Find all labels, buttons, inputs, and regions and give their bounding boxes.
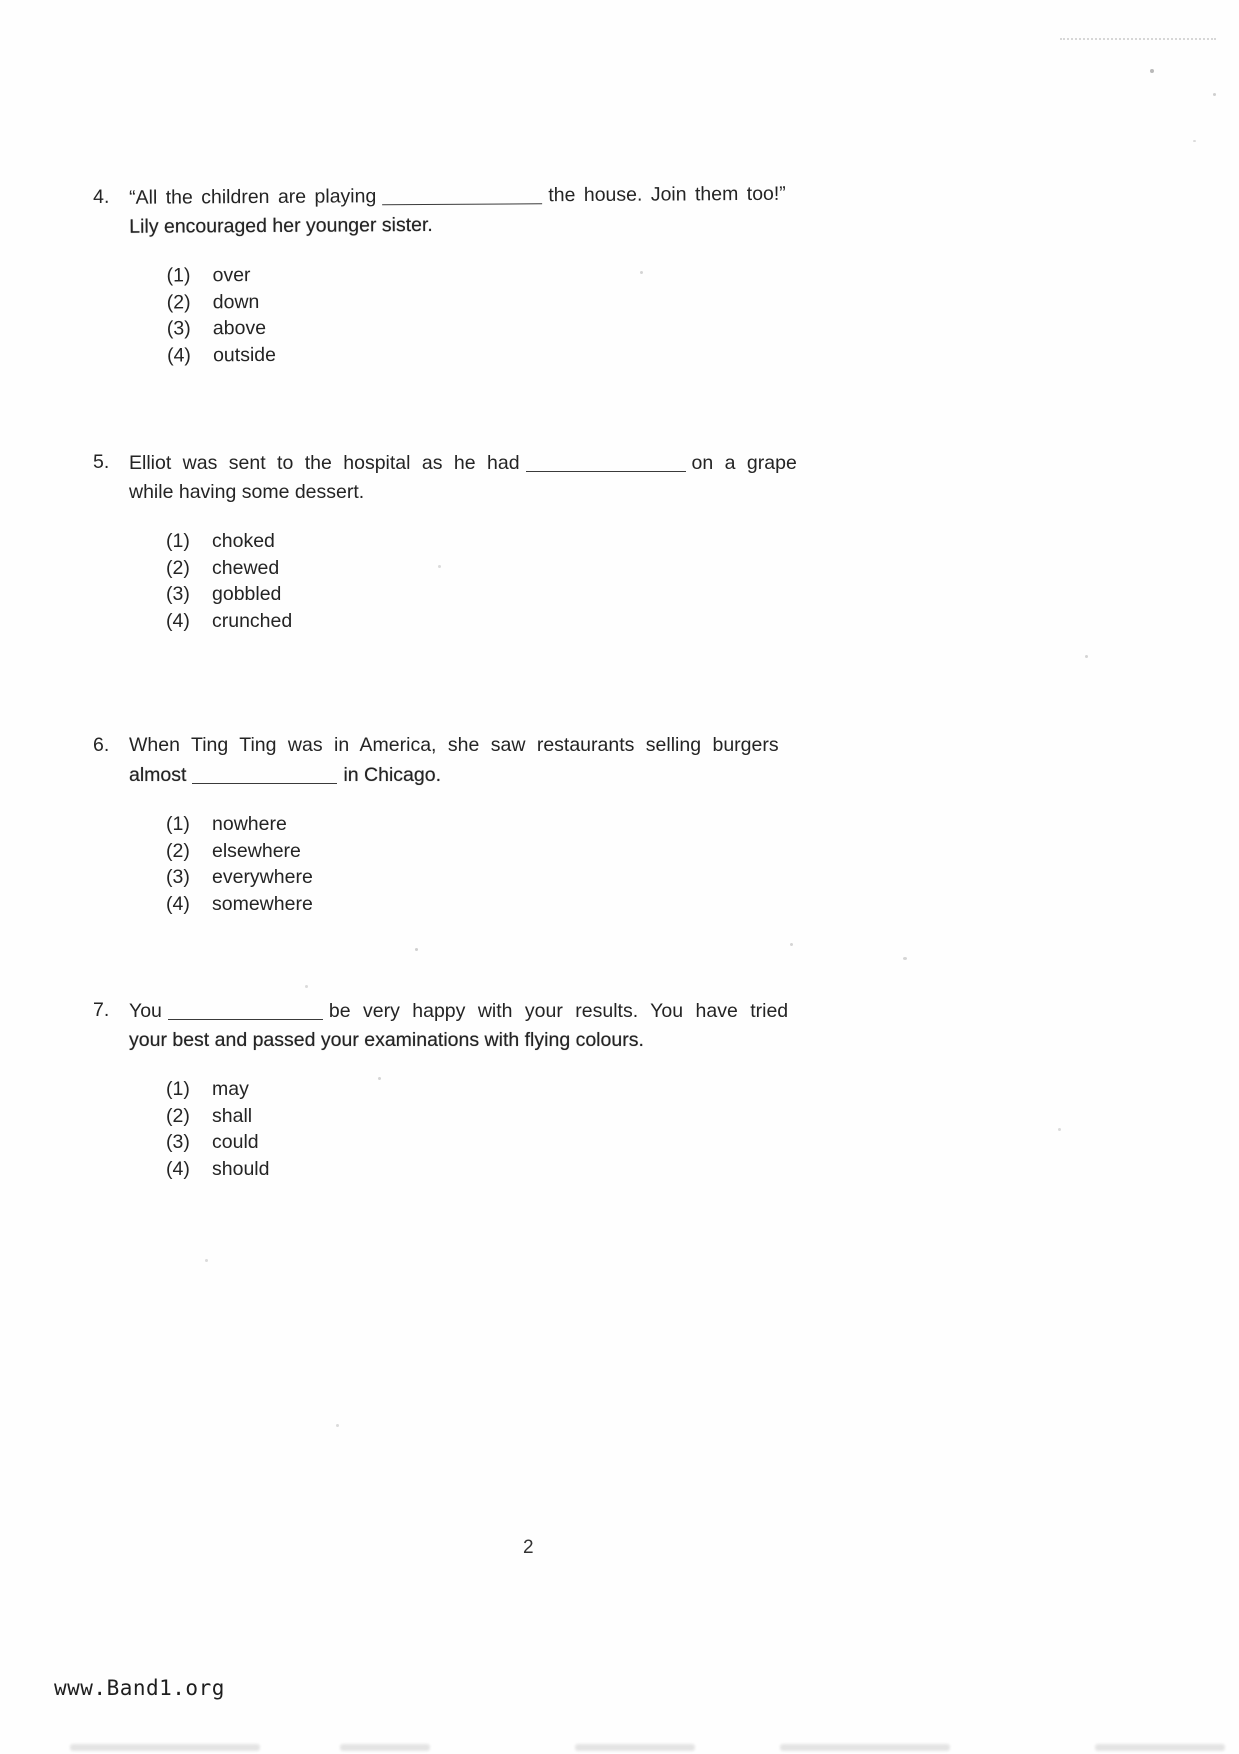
option-row — [166, 891, 903, 918]
scan-speck — [1193, 140, 1196, 142]
option-row — [166, 528, 903, 555]
option-label: (1) — [166, 530, 190, 552]
scan-speck — [903, 957, 907, 960]
scan-speck — [1213, 93, 1216, 96]
option-row — [166, 1129, 903, 1156]
options-list — [166, 528, 903, 635]
option-text: should — [212, 1158, 270, 1181]
scan-speck — [640, 271, 643, 274]
scan-speck — [336, 1424, 339, 1427]
question-5 — [93, 448, 903, 635]
option-text: may — [212, 1078, 249, 1100]
question-stem-line1 — [129, 178, 903, 213]
option-label: (1) — [166, 813, 190, 835]
option-text: above — [212, 317, 267, 340]
option-row — [166, 1076, 903, 1103]
option-text: shall — [212, 1104, 253, 1127]
answer-blank — [526, 451, 686, 472]
option-label: (3) — [166, 1131, 190, 1154]
option-label: (3) — [166, 317, 191, 340]
question-4 — [93, 178, 904, 370]
option-row — [166, 864, 903, 891]
smudge-mark — [780, 1744, 950, 1751]
option-label: (4) — [166, 893, 190, 916]
answer-blank — [168, 999, 323, 1020]
option-label: (2) — [166, 291, 191, 314]
scan-speck — [378, 1077, 381, 1080]
footer-url: www.Band1.org — [54, 1676, 225, 1700]
scan-speck — [790, 943, 793, 946]
options-list — [166, 811, 903, 918]
option-text: somewhere — [212, 893, 313, 916]
option-text: everywhere — [212, 866, 313, 889]
option-text: elsewhere — [212, 839, 301, 862]
question-stem-line1: When Ting Ting was in America, she saw restaurants selling burgers — [129, 734, 779, 756]
question-stem-line2: Lily encouraged her younger sister. — [129, 213, 433, 238]
question-stem-line2 — [129, 760, 903, 790]
scan-speck — [415, 948, 418, 951]
scan-speck — [1085, 655, 1088, 658]
option-label: (3) — [166, 583, 190, 606]
option-text: outside — [212, 343, 277, 367]
scan-speck — [438, 565, 441, 568]
options-list — [166, 258, 904, 369]
option-label: (4) — [166, 610, 190, 633]
option-text: nowhere — [212, 813, 287, 835]
option-text: gobbled — [212, 583, 282, 606]
question-number: 5. — [93, 451, 110, 473]
question-number: 7. — [93, 999, 110, 1021]
answer-blank — [192, 763, 337, 784]
option-row — [166, 581, 903, 608]
option-label: (2) — [166, 839, 190, 862]
option-row — [166, 811, 903, 838]
option-text: crunched — [212, 610, 293, 633]
scan-bottom-smudge — [0, 1742, 1239, 1754]
smudge-mark — [340, 1744, 430, 1751]
scan-speck — [1150, 69, 1154, 73]
stem-text-before-blank: almost — [129, 764, 187, 786]
smudge-mark — [1095, 1744, 1225, 1751]
options-list — [166, 1076, 903, 1183]
option-row — [166, 838, 903, 865]
option-label: (4) — [166, 1158, 190, 1181]
stem-text-after-blank: in Chicago. — [343, 764, 441, 786]
option-text: could — [212, 1131, 259, 1154]
question-stem-line1 — [129, 448, 903, 478]
option-text: chewed — [212, 556, 280, 579]
scan-dotted-line — [1060, 38, 1216, 40]
option-row — [167, 338, 904, 369]
option-row — [166, 1156, 903, 1183]
stem-text-after-blank: be very happy with your results. You have tried — [328, 1000, 789, 1022]
option-label: (1) — [166, 264, 191, 287]
question-stem-line2: your best and passed your examinations with flying colours. — [129, 1029, 644, 1051]
question-number: 6. — [93, 734, 110, 756]
question-stem-line2: while having some dessert. — [129, 481, 365, 503]
question-stem-line1 — [129, 996, 903, 1026]
answer-blank — [382, 183, 542, 205]
option-label: (2) — [166, 1104, 190, 1127]
scan-speck — [1058, 1128, 1061, 1131]
smudge-mark — [575, 1744, 695, 1751]
option-text: choked — [212, 530, 275, 552]
option-row — [166, 608, 903, 635]
stem-text-before-blank: Elliot was sent to the hospital as he had — [129, 452, 520, 474]
option-text: down — [212, 290, 260, 313]
question-7 — [93, 996, 903, 1183]
option-row — [166, 555, 903, 582]
option-row — [166, 1103, 903, 1130]
page-number: 2 — [523, 1537, 534, 1558]
scan-speck — [305, 985, 308, 988]
option-text: over — [212, 264, 251, 287]
stem-text-after-blank: the house. Join them too!” — [548, 182, 786, 207]
option-label: (4) — [166, 344, 191, 367]
stem-text-after-blank: on a grape — [691, 452, 797, 474]
question-6 — [93, 731, 903, 918]
smudge-mark — [70, 1744, 260, 1751]
stem-text-before-blank: You — [129, 1000, 162, 1022]
stem-text-before-blank: “All the children are playing — [129, 185, 377, 209]
option-label: (1) — [166, 1078, 190, 1100]
option-label: (3) — [166, 866, 190, 889]
question-number: 4. — [93, 185, 110, 208]
option-label: (2) — [166, 556, 190, 579]
scan-speck — [205, 1259, 208, 1262]
